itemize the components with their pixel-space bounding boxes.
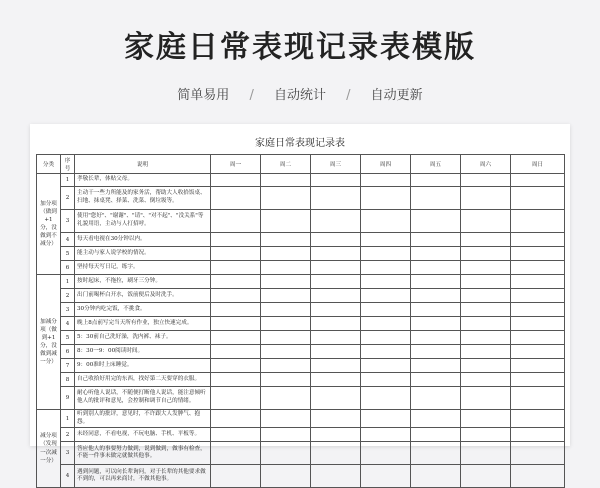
day-score-cell[interactable] [461, 345, 511, 359]
header-number: 序号 [61, 155, 75, 174]
description-cell: 能主动与家人说学校的情况。 [75, 247, 211, 261]
day-score-cell[interactable] [361, 275, 411, 289]
description-cell: 晚上8点前写完当天所有作业，独立快速完成。 [75, 317, 211, 331]
day-score-cell[interactable] [311, 442, 361, 465]
day-score-cell[interactable] [411, 345, 461, 359]
tag-separator: / [346, 88, 351, 103]
day-score-cell[interactable] [411, 387, 461, 410]
day-score-cell[interactable] [411, 303, 461, 317]
day-score-cell[interactable] [261, 210, 311, 233]
tag-easy-to-use: 简单易用 [177, 88, 230, 103]
day-score-cell[interactable] [211, 289, 261, 303]
number-cell: 2 [61, 187, 75, 210]
number-cell: 3 [61, 442, 75, 465]
day-score-cell[interactable] [261, 289, 311, 303]
table-row [37, 174, 565, 187]
description-cell: 坚持每天写日记，练字。 [75, 261, 211, 275]
day-score-cell[interactable] [311, 345, 361, 359]
table-row [37, 410, 565, 428]
spreadsheet-preview [30, 124, 570, 483]
category-cell: 加减分项（做到+1分，没做到减一分） [37, 275, 61, 410]
description-cell: 出门前喝杯白开水，饭前便后及时洗手。 [75, 289, 211, 303]
day-score-cell[interactable] [211, 187, 261, 210]
tag-separator: / [249, 88, 254, 103]
table-body [37, 174, 565, 488]
day-score-cell[interactable] [261, 261, 311, 275]
table-row [37, 261, 565, 275]
day-score-cell[interactable] [511, 331, 565, 345]
day-score-cell[interactable] [311, 210, 361, 233]
day-score-cell[interactable] [311, 187, 361, 210]
header-monday: 周一 [211, 155, 261, 174]
table-row [37, 247, 565, 261]
day-score-cell[interactable] [511, 465, 565, 488]
day-score-cell[interactable] [511, 187, 565, 210]
day-score-cell[interactable] [361, 387, 411, 410]
page-title: 家庭日常表现记录表模版 [124, 30, 476, 65]
day-score-cell[interactable] [261, 331, 311, 345]
number-cell: 5 [61, 331, 75, 345]
day-score-cell[interactable] [311, 387, 361, 410]
day-score-cell[interactable] [511, 428, 565, 442]
day-score-cell[interactable] [461, 275, 511, 289]
description-cell: 使用"您好"、"谢谢"、"请"、"对不起"、"没关系"等礼貌用语，主动与人打招呼。 [75, 210, 211, 233]
header-description: 说明 [75, 155, 211, 174]
day-score-cell[interactable] [311, 247, 361, 261]
day-score-cell[interactable] [211, 373, 261, 387]
description-cell: 孝敬长辈，体贴父母。 [75, 174, 211, 187]
day-score-cell[interactable] [311, 261, 361, 275]
description-cell: 8：30一9：00阅读时间。 [75, 345, 211, 359]
day-score-cell[interactable] [411, 174, 461, 187]
day-score-cell[interactable] [511, 247, 565, 261]
day-score-cell[interactable] [361, 373, 411, 387]
day-score-cell[interactable] [461, 210, 511, 233]
header-saturday: 周六 [461, 155, 511, 174]
day-score-cell[interactable] [511, 410, 565, 428]
day-score-cell[interactable] [311, 317, 361, 331]
day-score-cell[interactable] [361, 289, 411, 303]
day-score-cell[interactable] [311, 233, 361, 247]
day-score-cell[interactable] [311, 275, 361, 289]
day-score-cell[interactable] [361, 345, 411, 359]
day-score-cell[interactable] [511, 275, 565, 289]
day-score-cell[interactable] [411, 275, 461, 289]
day-score-cell[interactable] [461, 465, 511, 488]
day-score-cell[interactable] [311, 410, 361, 428]
day-score-cell[interactable] [261, 275, 311, 289]
day-score-cell[interactable] [361, 428, 411, 442]
day-score-cell[interactable] [361, 303, 411, 317]
day-score-cell[interactable] [511, 261, 565, 275]
header-thursday: 周四 [361, 155, 411, 174]
day-score-cell[interactable] [211, 303, 261, 317]
day-score-cell[interactable] [311, 373, 361, 387]
day-score-cell[interactable] [361, 359, 411, 373]
day-score-cell[interactable] [461, 373, 511, 387]
number-cell: 5 [61, 247, 75, 261]
day-score-cell[interactable] [261, 317, 311, 331]
number-cell: 1 [61, 174, 75, 187]
number-cell: 4 [61, 233, 75, 247]
tag-auto-stats: 自动统计 [273, 88, 326, 103]
day-score-cell[interactable] [511, 210, 565, 233]
number-cell: 6 [61, 261, 75, 275]
number-cell: 1 [61, 275, 75, 289]
day-score-cell[interactable] [261, 247, 311, 261]
day-score-cell[interactable] [361, 247, 411, 261]
day-score-cell[interactable] [311, 331, 361, 345]
day-score-cell[interactable] [211, 465, 261, 488]
day-score-cell[interactable] [411, 187, 461, 210]
day-score-cell[interactable] [461, 442, 511, 465]
day-score-cell[interactable] [261, 410, 311, 428]
table-row [37, 428, 565, 442]
day-score-cell[interactable] [261, 345, 311, 359]
day-score-cell[interactable] [411, 289, 461, 303]
day-score-cell[interactable] [211, 359, 261, 373]
table-row [37, 303, 565, 317]
day-score-cell[interactable] [411, 210, 461, 233]
day-score-cell[interactable] [211, 233, 261, 247]
day-score-cell[interactable] [461, 303, 511, 317]
day-score-cell[interactable] [211, 210, 261, 233]
number-cell: 4 [61, 317, 75, 331]
description-cell: 遇到问题，可以向长辈询问，对于长辈的其他要求做不到的，可以再来商讨，不做其他事。 [75, 465, 211, 488]
number-cell: 2 [61, 428, 75, 442]
description-cell: 主动干一些力所能及的家务活，帮助大人收拾饭桌、扫地、抹桌凳、择菜、洗菜、倒垃圾等。 [75, 187, 211, 210]
description-cell: 5：30前自己洗好澡，洗内裤、袜子。 [75, 331, 211, 345]
description-cell: 按时起床，不拖拉，刷牙三分钟。 [75, 275, 211, 289]
day-score-cell[interactable] [411, 410, 461, 428]
number-cell: 7 [61, 359, 75, 373]
day-score-cell[interactable] [311, 303, 361, 317]
number-cell: 9 [61, 387, 75, 410]
table-row [37, 345, 565, 359]
table-row [37, 387, 565, 410]
table-row [37, 331, 565, 345]
day-score-cell[interactable] [461, 174, 511, 187]
table-row [37, 442, 565, 465]
day-score-cell[interactable] [261, 373, 311, 387]
day-score-cell[interactable] [511, 289, 565, 303]
feature-tags [0, 84, 600, 103]
description-cell: 每天看电视在30分钟以内。 [75, 233, 211, 247]
number-cell: 1 [61, 410, 75, 428]
day-score-cell[interactable] [361, 465, 411, 488]
day-score-cell[interactable] [511, 174, 565, 187]
header-friday: 周五 [411, 155, 461, 174]
day-score-cell[interactable] [461, 331, 511, 345]
table-row [37, 317, 565, 331]
day-score-cell[interactable] [261, 187, 311, 210]
day-score-cell[interactable] [411, 261, 461, 275]
table-row [37, 275, 565, 289]
day-score-cell[interactable] [411, 428, 461, 442]
day-score-cell[interactable] [261, 174, 311, 187]
number-cell: 4 [61, 465, 75, 488]
day-score-cell[interactable] [211, 387, 261, 410]
category-cell: 加分项（做到+1分，没做到不减分） [37, 174, 61, 275]
table-row [37, 187, 565, 210]
description-cell: 自己收拾好用完的东西，找好第二天要穿的衣服。 [75, 373, 211, 387]
table-row [37, 233, 565, 247]
day-score-cell[interactable] [411, 331, 461, 345]
day-score-cell[interactable] [311, 359, 361, 373]
day-score-cell[interactable] [211, 317, 261, 331]
day-score-cell[interactable] [461, 247, 511, 261]
day-score-cell[interactable] [261, 428, 311, 442]
day-score-cell[interactable] [361, 187, 411, 210]
day-score-cell[interactable] [211, 345, 261, 359]
day-score-cell[interactable] [461, 428, 511, 442]
day-score-cell[interactable] [311, 174, 361, 187]
day-score-cell[interactable] [211, 275, 261, 289]
day-score-cell[interactable] [461, 187, 511, 210]
day-score-cell[interactable] [361, 210, 411, 233]
day-score-cell[interactable] [311, 289, 361, 303]
header-tuesday: 周二 [261, 155, 311, 174]
day-score-cell[interactable] [461, 410, 511, 428]
day-score-cell[interactable] [361, 317, 411, 331]
number-cell: 8 [61, 373, 75, 387]
day-score-cell[interactable] [211, 174, 261, 187]
day-score-cell[interactable] [511, 233, 565, 247]
day-score-cell[interactable] [211, 261, 261, 275]
day-score-cell[interactable] [211, 247, 261, 261]
day-score-cell[interactable] [361, 331, 411, 345]
day-score-cell[interactable] [361, 442, 411, 465]
day-score-cell[interactable] [511, 317, 565, 331]
day-score-cell[interactable] [511, 442, 565, 465]
day-score-cell[interactable] [511, 373, 565, 387]
sheet-title: 家庭日常表现记录表 [255, 138, 345, 149]
day-score-cell[interactable] [411, 359, 461, 373]
day-score-cell[interactable] [411, 233, 461, 247]
day-score-cell[interactable] [411, 317, 461, 331]
description-cell: 答应他人的事要努力做到，说到做到，做事有检查，不能一件事未做完就做其他事。 [75, 442, 211, 465]
table-row [37, 210, 565, 233]
day-score-cell[interactable] [461, 233, 511, 247]
day-score-cell[interactable] [411, 373, 461, 387]
description-cell: 30分钟内吃完饭，不挑食。 [75, 303, 211, 317]
day-score-cell[interactable] [261, 303, 311, 317]
day-score-cell[interactable] [261, 465, 311, 488]
header-row [37, 155, 565, 174]
description-cell: 听到别人的批评，意见时，不许跟大人发脾气、抱怨。 [75, 410, 211, 428]
day-score-cell[interactable] [211, 428, 261, 442]
day-score-cell[interactable] [461, 261, 511, 275]
day-score-cell[interactable] [411, 465, 461, 488]
day-score-cell[interactable] [361, 410, 411, 428]
day-score-cell[interactable] [411, 247, 461, 261]
table-row [37, 373, 565, 387]
day-score-cell[interactable] [461, 289, 511, 303]
table-row [37, 359, 565, 373]
category-cell: 减分项（发现一次减一分） [37, 410, 61, 488]
description-cell: 耐心听他人说话，不随便打断他人说话，能注意倾听他人的批评和意见，会控制和调节自己的情绪。 [75, 387, 211, 410]
day-score-cell[interactable] [261, 387, 311, 410]
table-row [37, 289, 565, 303]
number-cell: 6 [61, 345, 75, 359]
day-score-cell[interactable] [311, 465, 361, 488]
tag-auto-update: 自动更新 [370, 88, 423, 103]
day-score-cell[interactable] [511, 387, 565, 410]
header-category: 分类 [37, 155, 61, 174]
table-row [37, 465, 565, 488]
day-score-cell[interactable] [461, 359, 511, 373]
day-score-cell[interactable] [261, 359, 311, 373]
day-score-cell[interactable] [361, 174, 411, 187]
day-score-cell[interactable] [411, 442, 461, 465]
header-sunday: 周日 [511, 155, 565, 174]
number-cell: 3 [61, 210, 75, 233]
day-score-cell[interactable] [261, 233, 311, 247]
record-table [36, 154, 565, 488]
day-score-cell[interactable] [261, 442, 311, 465]
number-cell: 3 [61, 303, 75, 317]
day-score-cell[interactable] [461, 387, 511, 410]
day-score-cell[interactable] [511, 359, 565, 373]
description-cell: 未经同意，不看电视，不玩电脑、手机、平板等。 [75, 428, 211, 442]
day-score-cell[interactable] [361, 233, 411, 247]
day-score-cell[interactable] [361, 261, 411, 275]
number-cell: 2 [61, 289, 75, 303]
day-score-cell[interactable] [211, 410, 261, 428]
day-score-cell[interactable] [311, 428, 361, 442]
description-cell: 9：00准时上床睡觉。 [75, 359, 211, 373]
day-score-cell[interactable] [461, 317, 511, 331]
day-score-cell[interactable] [211, 442, 261, 465]
day-score-cell[interactable] [511, 303, 565, 317]
day-score-cell[interactable] [211, 331, 261, 345]
header-wednesday: 周三 [311, 155, 361, 174]
day-score-cell[interactable] [511, 345, 565, 359]
